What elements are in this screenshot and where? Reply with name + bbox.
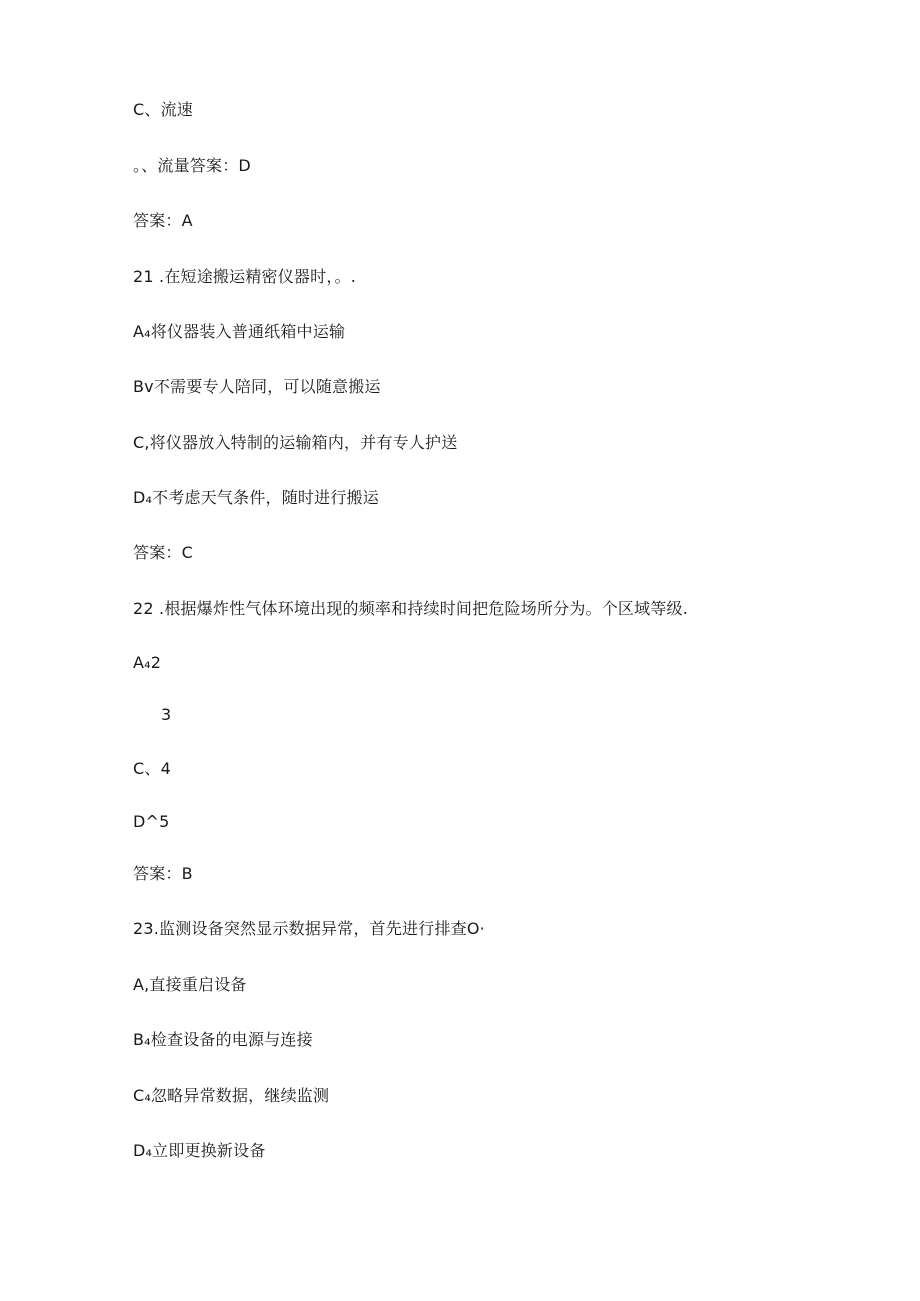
- answer-c: 答案：C: [133, 543, 193, 562]
- question-22: 22 .根据爆炸性气体环境出现的频率和持续时间把危险场所分为。个区域等级.: [133, 599, 689, 618]
- q23-option-a: A,直接重启设备: [133, 975, 247, 994]
- q22-option-d: D^5: [133, 812, 170, 831]
- question-23: 23.监测设备突然显示数据异常，首先进行排查O·: [133, 919, 485, 938]
- question-21: 21 .在短途搬运精密仪器时，。.: [133, 267, 357, 286]
- q23-option-b: B₄检查设备的电源与连接: [133, 1030, 313, 1049]
- q21-option-b: Bv不需要专人陪同，可以随意搬运: [133, 377, 381, 396]
- option-d-flow-answer: 。、流量答案：D: [133, 156, 251, 175]
- answer-b: 答案：B: [133, 864, 193, 883]
- q23-option-d: D₄立即更换新设备: [133, 1141, 266, 1160]
- q23-option-c: C₄忽略异常数据，继续监测: [133, 1086, 330, 1105]
- q21-option-c: C,将仪器放入特制的运输箱内，并有专人护送: [133, 433, 458, 452]
- answer-a: 答案：A: [133, 211, 193, 230]
- q22-option-b: 3: [161, 705, 172, 724]
- q22-option-a: A₄2: [133, 653, 162, 672]
- option-c-flow-speed: C、流速: [133, 100, 193, 119]
- q21-option-d: D₄不考虑天气条件，随时进行搬运: [133, 488, 379, 507]
- q21-option-a: A₄将仪器装入普通纸箱中运输: [133, 322, 346, 341]
- q22-option-c: C、4: [133, 759, 171, 778]
